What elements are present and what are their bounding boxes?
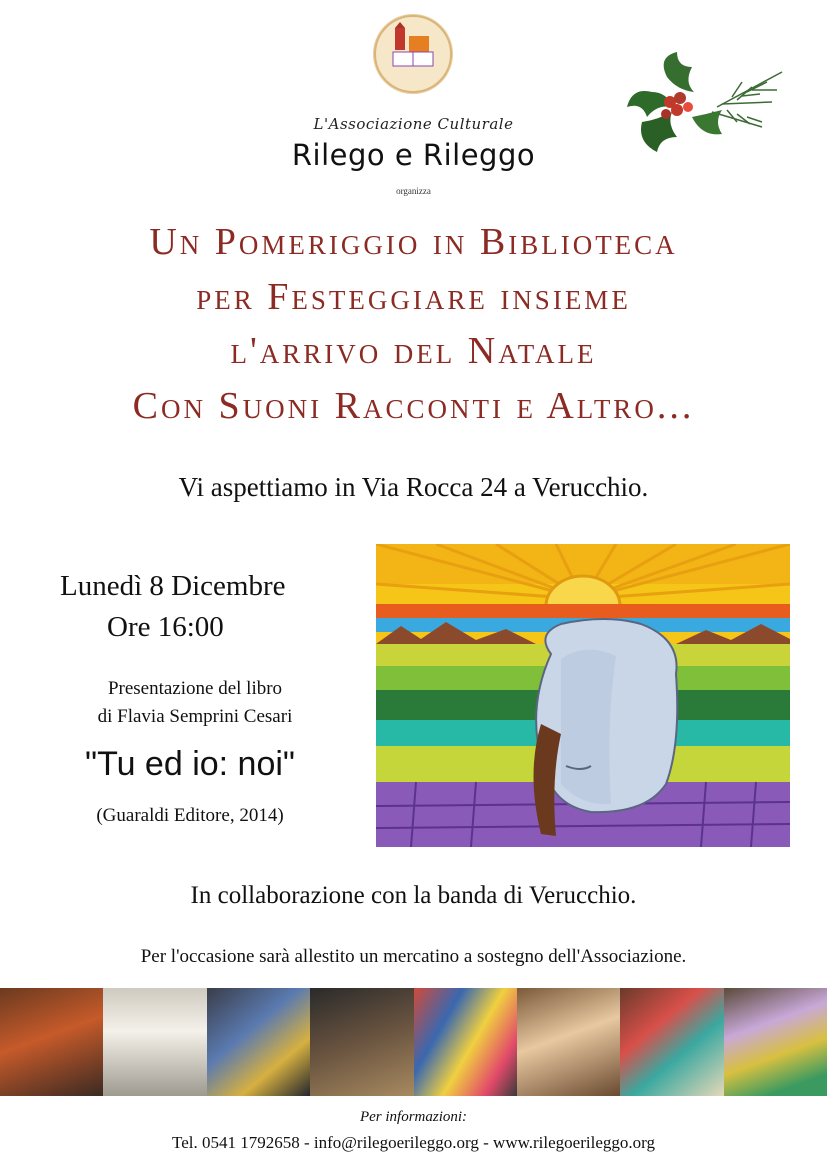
book-photo-3 <box>207 988 310 1096</box>
book-photo-7 <box>620 988 723 1096</box>
presentation-line-1: Presentazione del libro <box>107 678 283 699</box>
title-line-3: l'arrivo del Natale <box>230 330 597 372</box>
book-photo-8 <box>724 988 827 1096</box>
collaboration-line: In collaborazione con la banda di Verucchio. <box>190 882 637 909</box>
book-photo-6 <box>517 988 620 1096</box>
info-label: Per informazioni: <box>359 1109 468 1125</box>
logo-graphic <box>373 14 453 94</box>
event-time: Ore 16:00 <box>107 611 224 643</box>
address-line: Vi aspettiamo in Via Rocca 24 a Verucchio. <box>178 472 649 502</box>
association-name: Rilego e Rileggo <box>291 138 536 172</box>
book-photo-5 <box>414 988 517 1096</box>
book-photo-2 <box>103 988 206 1096</box>
rilego-logo-icon <box>373 14 453 94</box>
association-prefix: L'Associazione Culturale <box>313 115 514 133</box>
presentation-line-2: di Flavia Semprini Cesari <box>97 706 293 727</box>
photo-strip <box>0 988 827 1096</box>
book-photo-4 <box>310 988 413 1096</box>
elephant-painting <box>376 544 790 847</box>
publisher-line: (Guaraldi Editore, 2014) <box>96 805 284 826</box>
title-line-2: per Festeggiare insieme <box>196 276 631 318</box>
event-day: Lunedì 8 Dicembre <box>60 570 286 602</box>
contact-line: Tel. 0541 1792658 - info@rilegoerileggo.org - www.rilegoerileggo.org <box>172 1133 655 1152</box>
book-title: "Tu ed io: noi" <box>85 745 295 783</box>
title-line-4: Con Suoni Racconti e Altro... <box>132 385 695 427</box>
organizes-label: organizza <box>396 186 431 196</box>
market-line: Per l'occasione sarà allestito un mercatino a sostegno dell'Associazione. <box>140 946 687 967</box>
book-photo-1 <box>0 988 103 1096</box>
title-line-1: Un Pomeriggio in Biblioteca <box>149 221 678 263</box>
